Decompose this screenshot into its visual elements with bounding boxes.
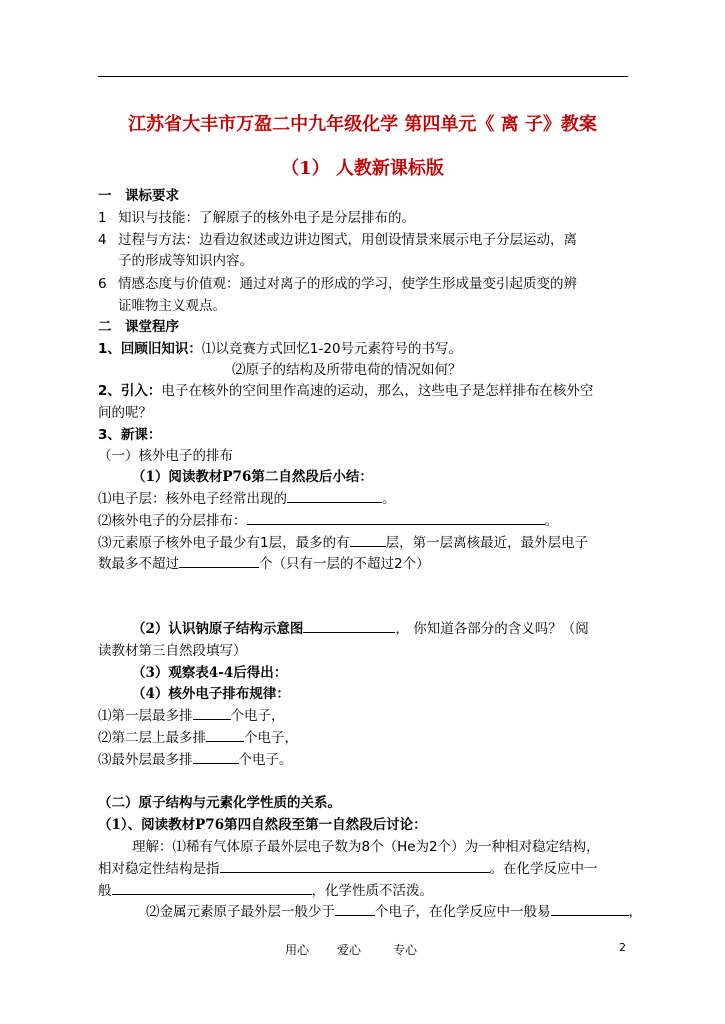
doc-subtitle: （1） 人教新课标版 — [281, 158, 444, 179]
section-1-heading: 一 课标要求 — [98, 188, 179, 204]
section-2-heading: 二 课堂程序 — [98, 319, 179, 335]
objective-2: 4 过程与方法：边看边叙述或边讲边图式，用创设情景来展示电子分层运动，离 — [98, 232, 577, 248]
fill-blank[interactable] — [193, 750, 239, 764]
objective-3-cont: 证唯物主义观点。 — [118, 298, 226, 314]
part-2-step-1: （1）、阅读教材P76第四自然段至第一自然段后讨论： — [98, 817, 427, 833]
doc-title: 江苏省大丰市万盈二中九年级化学 第四单元《 离 子》教案 — [128, 114, 597, 135]
understanding-1-cont: 相对稳定性结构是指 。在化学反应中一 — [98, 861, 598, 877]
header-rule — [98, 76, 628, 77]
part-1-step-4: （4）核外电子排布规律： — [132, 686, 290, 702]
fill-blank[interactable] — [220, 859, 490, 873]
intro-line-cont: 间的呢？ — [98, 405, 152, 421]
fill-blank[interactable] — [350, 533, 386, 547]
footer-motto-1: 用心 — [285, 943, 310, 957]
part-1-step-2-cont: 读教材第三自然段填写） — [98, 643, 247, 659]
part-1-step-2: （2）认识钠原子结构示意图 ， 你知道各部分的含义吗？（阅 — [132, 621, 589, 637]
footer-motto-3: 专心 — [393, 943, 418, 957]
fill-blank[interactable] — [335, 902, 375, 916]
fill-blank[interactable] — [287, 489, 382, 503]
fill-blank[interactable] — [193, 706, 231, 720]
understanding-1-cont2: 般 ，化学性质不活泼。 — [98, 883, 433, 899]
question-3: ⑶元素原子核外电子最少有1层，最多的有 层，第一层离核最近，最外层电子 — [98, 535, 589, 551]
fill-blank[interactable] — [303, 619, 395, 633]
review-line-1: 1、回顾旧知识：⑴以竞赛方式回忆1-20号元素符号的书写。 — [98, 341, 463, 357]
fill-blank[interactable] — [551, 902, 629, 916]
question-2: ⑵核外电子的分层排布： 。 — [98, 513, 558, 529]
question-3-cont: 数最多不超过 个（只有一层的不超过2个） — [98, 556, 430, 572]
objective-1: 1 知识与技能：了解原子的核外电子是分层排布的。 — [98, 210, 415, 226]
part-2-heading: （二）原子结构与元素化学性质的关系。 — [98, 795, 341, 811]
review-line-2: ⑵原子的结构及所带电荷的情况如何？ — [232, 362, 462, 378]
fill-blank[interactable] — [206, 728, 244, 742]
new-lesson-label: 3、新课： — [98, 427, 162, 443]
rule-3: ⑶最外层最多排 个电子。 — [98, 752, 293, 768]
part-1-step-3: （3）观察表4-4后得出： — [132, 665, 288, 681]
fill-blank[interactable] — [179, 554, 259, 568]
part-1-step-1: （1）阅读教材P76第二自然段后小结： — [132, 469, 373, 485]
fill-blank[interactable] — [247, 511, 545, 525]
rule-1: ⑴第一层最多排 个电子， — [98, 708, 285, 724]
rule-2: ⑵第二层上最多排 个电子， — [98, 730, 298, 746]
question-1: ⑴电子层：核外电子经常出现的 。 — [98, 491, 396, 507]
objective-3: 6 情感态度与价值观：通过对离子的形成的学习，使学生形成量变引起质变的辨 — [98, 276, 577, 292]
footer-motto-2: 爱心 — [337, 943, 362, 957]
page-number: 2 — [619, 941, 626, 954]
objective-2-cont: 子的形成等知识内容。 — [118, 253, 253, 269]
understanding-1: 理解：⑴稀有气体原子最外层电子数为8个（He为2个）为一种相对稳定结构， — [132, 839, 600, 855]
understanding-2: ⑵金属元素原子最外层一般少于 个电子，在化学反应中一般易 ， — [146, 904, 642, 920]
fill-blank[interactable] — [112, 881, 312, 895]
part-1-heading: （一）核外电子的排布 — [98, 448, 233, 464]
intro-line: 2、引入：电子在核外的空间里作高速的运动，那么，这些电子是怎样排布在核外空 — [98, 383, 594, 399]
